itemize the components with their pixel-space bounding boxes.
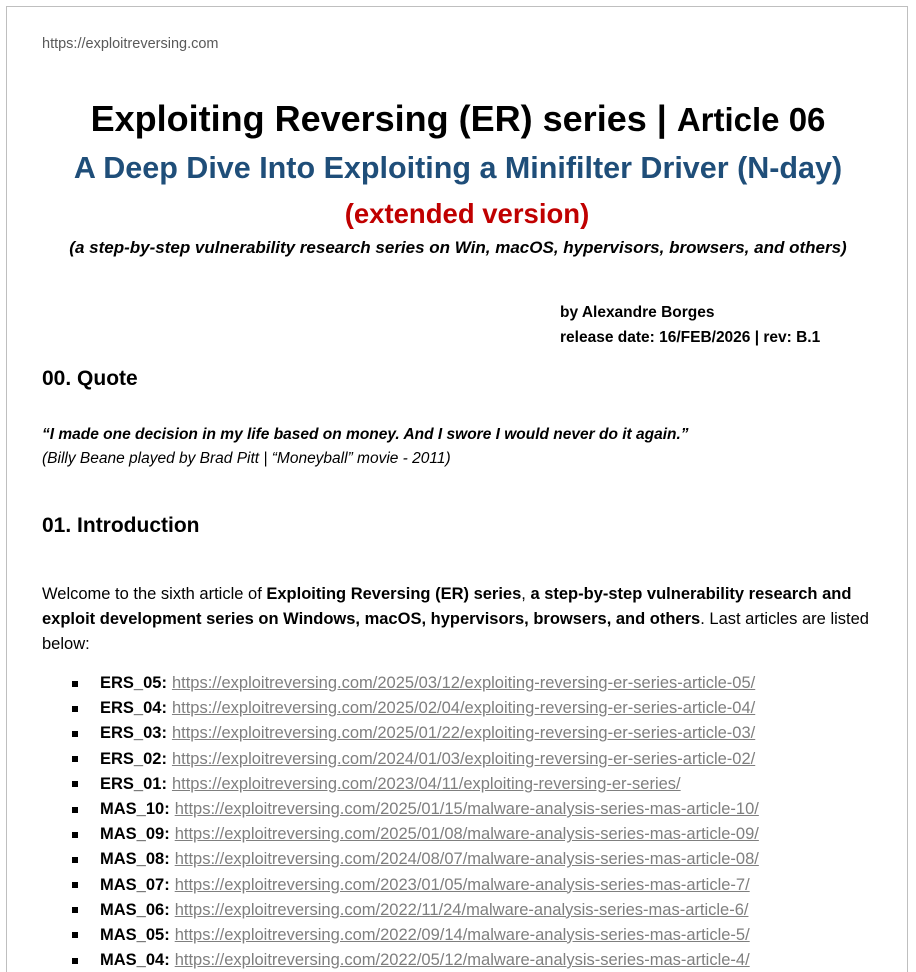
- extended-version-label: (extended version): [344, 198, 590, 229]
- article-link[interactable]: https://exploitreversing.com/2022/11/24/malware-analysis-series-mas-article-6/: [174, 900, 749, 919]
- article-link[interactable]: https://exploitreversing.com/2025/01/22/exploiting-reversing-er-series-article-03/: [171, 724, 756, 743]
- byline: [560, 300, 820, 350]
- article-link[interactable]: https://exploitreversing.com/2025/03/12/exploiting-reversing-er-series-article-05/: [171, 674, 756, 692]
- intro-text-2: ,: [521, 585, 531, 603]
- intro-bold-2: a step-by-step vulnerability research and exploit development series on Windows, macOS, hypervisors, browsers, and others: [42, 585, 852, 628]
- introduction-paragraph: [42, 582, 882, 657]
- article-link[interactable]: https://exploitreversing.com/2025/01/08/malware-analysis-series-mas-article-09/: [174, 825, 759, 844]
- article-code-label: ERS_01:: [100, 774, 167, 793]
- article-code-label: MAS_09:: [100, 825, 170, 844]
- article-link[interactable]: https://exploitreversing.com/2025/01/15/malware-analysis-series-mas-article-10/: [174, 799, 759, 818]
- article-code-label: MAS_08:: [100, 850, 170, 869]
- square-bullet-icon: [72, 932, 78, 938]
- quote-block: [42, 423, 689, 471]
- list-item: [72, 696, 759, 721]
- author: by Alexandre Borges: [560, 304, 715, 321]
- square-bullet-icon: [72, 756, 78, 762]
- article-link[interactable]: https://exploitreversing.com/2024/01/03/exploiting-reversing-er-series-article-02/: [171, 749, 756, 768]
- intro-bold-1: Exploiting Reversing (ER) series: [266, 585, 522, 603]
- list-item: [72, 721, 759, 746]
- document-subtitle: A Deep Dive Into Exploiting a Minifilter Driver (N-day): [73, 151, 843, 185]
- square-bullet-icon: [72, 882, 78, 888]
- article-link[interactable]: https://exploitreversing.com/2022/05/12/malware-analysis-series-mas-article-4/: [174, 951, 750, 970]
- square-bullet-icon: [72, 681, 78, 687]
- list-item: [72, 923, 759, 948]
- quote-source: (Billy Beane played by Brad Pitt | “Moneyball” movie - 2011): [42, 450, 451, 467]
- series-tagline: (a step-by-step vulnerability research series on Win, macOS, hypervisors, browsers, and others): [69, 238, 847, 257]
- article-link[interactable]: https://exploitreversing.com/2023/01/05/malware-analysis-series-mas-article-7/: [174, 875, 750, 894]
- quote-heading: 00. Quote: [42, 367, 138, 390]
- list-item: [72, 847, 759, 872]
- article-code-label: ERS_03:: [100, 724, 167, 743]
- square-bullet-icon: [72, 907, 78, 913]
- list-item: [72, 873, 759, 898]
- list-item: [72, 822, 759, 847]
- list-item: [72, 948, 759, 972]
- square-bullet-icon: [72, 706, 78, 712]
- title-article: Article 06: [676, 101, 826, 138]
- article-link[interactable]: https://exploitreversing.com/2025/02/04/exploiting-reversing-er-series-article-04/: [171, 699, 756, 718]
- introduction-heading: 01. Introduction: [42, 514, 200, 537]
- article-link[interactable]: https://exploitreversing.com/2024/08/07/malware-analysis-series-mas-article-08/: [174, 850, 759, 869]
- article-code-label: ERS_02:: [100, 749, 167, 768]
- square-bullet-icon: [72, 832, 78, 838]
- square-bullet-icon: [72, 958, 78, 964]
- list-item: [72, 797, 759, 822]
- article-code-label: ERS_04:: [100, 699, 167, 718]
- square-bullet-icon: [72, 731, 78, 737]
- intro-text-1: Welcome to the sixth article of: [42, 585, 267, 603]
- article-code-label: MAS_05:: [100, 925, 170, 944]
- list-item: [72, 747, 759, 772]
- article-code-label: MAS_07:: [100, 875, 170, 894]
- article-code-label: MAS_04:: [100, 951, 170, 970]
- square-bullet-icon: [72, 781, 78, 787]
- article-links-list: [72, 671, 759, 972]
- list-item: [72, 671, 759, 696]
- release-date: release date: 16/FEB/2026 | rev: B.1: [560, 329, 821, 346]
- article-code-label: MAS_10:: [100, 799, 170, 818]
- square-bullet-icon: [72, 857, 78, 863]
- quote-text: “I made one decision in my life based on money. And I swore I would never do it again.”: [42, 426, 689, 443]
- article-link[interactable]: https://exploitreversing.com/2023/04/11/exploiting-reversing-er-series/: [171, 774, 681, 793]
- list-item: [72, 898, 759, 923]
- intro-text-3: . Last articles are listed below:: [42, 610, 869, 653]
- title-series: Exploiting Reversing (ER) series |: [90, 98, 667, 139]
- article-code-label: ERS_05:: [100, 674, 167, 692]
- header-url: https://exploitreversing.com: [42, 36, 219, 52]
- article-link[interactable]: https://exploitreversing.com/2022/09/14/malware-analysis-series-mas-article-5/: [174, 925, 750, 944]
- list-item: [72, 772, 759, 797]
- square-bullet-icon: [72, 807, 78, 813]
- document-title: [0, 98, 916, 140]
- article-code-label: MAS_06:: [100, 900, 170, 919]
